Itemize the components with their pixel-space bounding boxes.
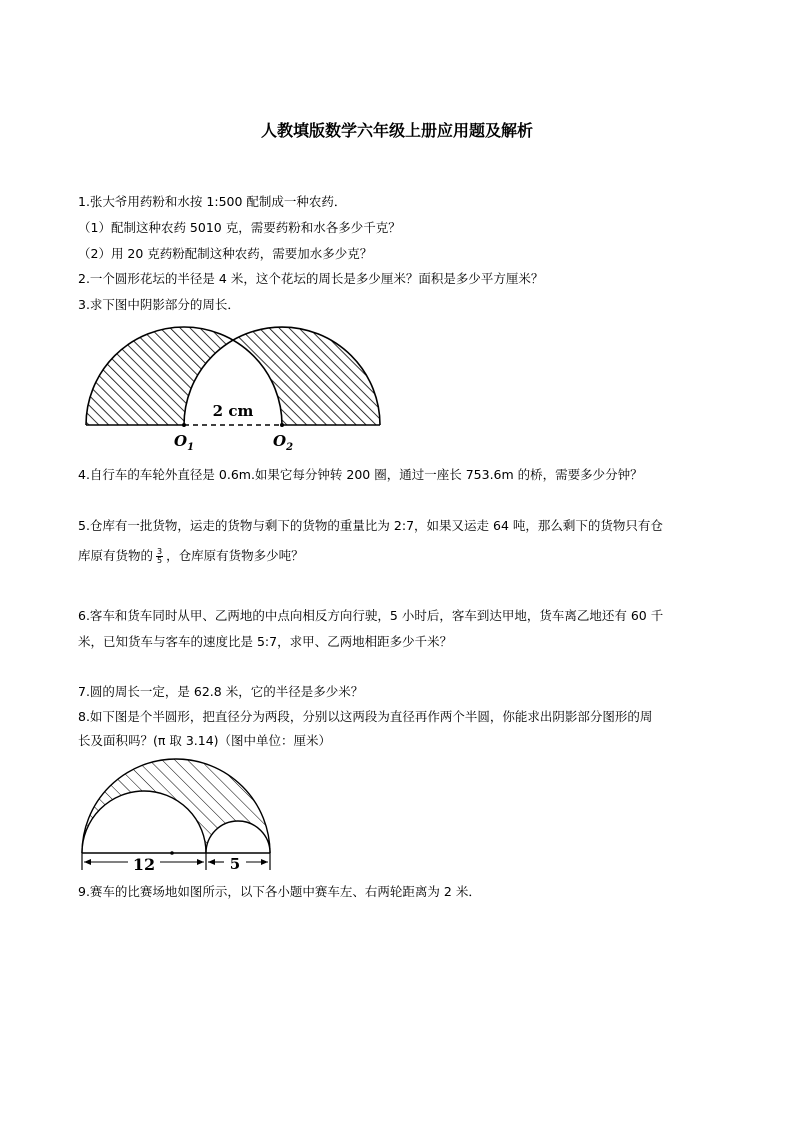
question-5-text-a: 库原有货物的 [78,548,154,563]
big-center-point [170,851,174,855]
o2-label: $O_2$ [273,432,294,453]
question-8-line-1: 8.如下图是个半圆形，把直径分为两段，分别以这两段为直径再作两个半圆，你能求出阴影部分图形的周 [78,709,653,724]
question-7: 7.圆的周长一定，是 62.8 米，它的半径是多少米？ [78,684,364,699]
question-4: 4.自行车的车轮外直径是 0.6m.如果它每分钟转 200 圈，通过一座长 753.6m 的桥，需要多少分钟？ [78,467,643,482]
page-title: 人教填版数学六年级上册应用题及解析 [260,121,533,140]
question-6-line-2: 米，已知货车与客车的速度比是 5:7，求甲、乙两地相距多少千米？ [78,634,453,649]
left-dimension-label: 12 [132,855,156,874]
fraction-denominator: 5 [157,556,163,565]
question-2: 2.一个圆形花坛的半径是 4 米，这个花坛的周长是多少厘米？面积是多少平方厘米？ [78,271,544,286]
fraction-numerator: 3 [157,547,163,556]
question-5-line-1: 5.仓库有一批货物，运走的货物与剩下的货物的重量比为 2:7，如果又运走 64 吨，那么剩下的货物只有仓 [78,518,663,533]
dimension-label: 2 cm [212,402,254,420]
question-1-part-1: （1）配制这种农药 5010 克，需要药粉和水各多少千克？ [78,220,401,235]
question-5-text-b: ，仓库原有货物多少吨？ [166,548,304,563]
question-8-line-2: 长及面积吗？(π 取 3.14)（图中单位：厘米） [78,733,332,748]
question-6-line-1: 6.客车和货车同时从甲、乙两地的中点向相反方向行驶，5 小时后，客车到达甲地，货车离乙地还有 60 千 [78,608,664,623]
arrow-left-start [84,859,91,865]
question-3: 3.求下图中阴影部分的周长． [78,297,240,312]
arrow-right-end [261,859,268,865]
question-1: 1.张大爷用药粉和水按 1:500 配制成一种农药． [78,194,347,209]
question-9: 9.赛车的比赛场地如图所示，以下各小题中赛车左、右两轮距离为 2 米． [78,884,481,899]
question-1-part-2: （2）用 20 克药粉配制这种农药，需要加水多少克？ [78,246,373,261]
arrow-right-start [208,859,215,865]
right-dimension-label: 5 [229,855,241,873]
arrow-left-end [197,859,204,865]
o1-label: $O_1$ [174,432,195,453]
